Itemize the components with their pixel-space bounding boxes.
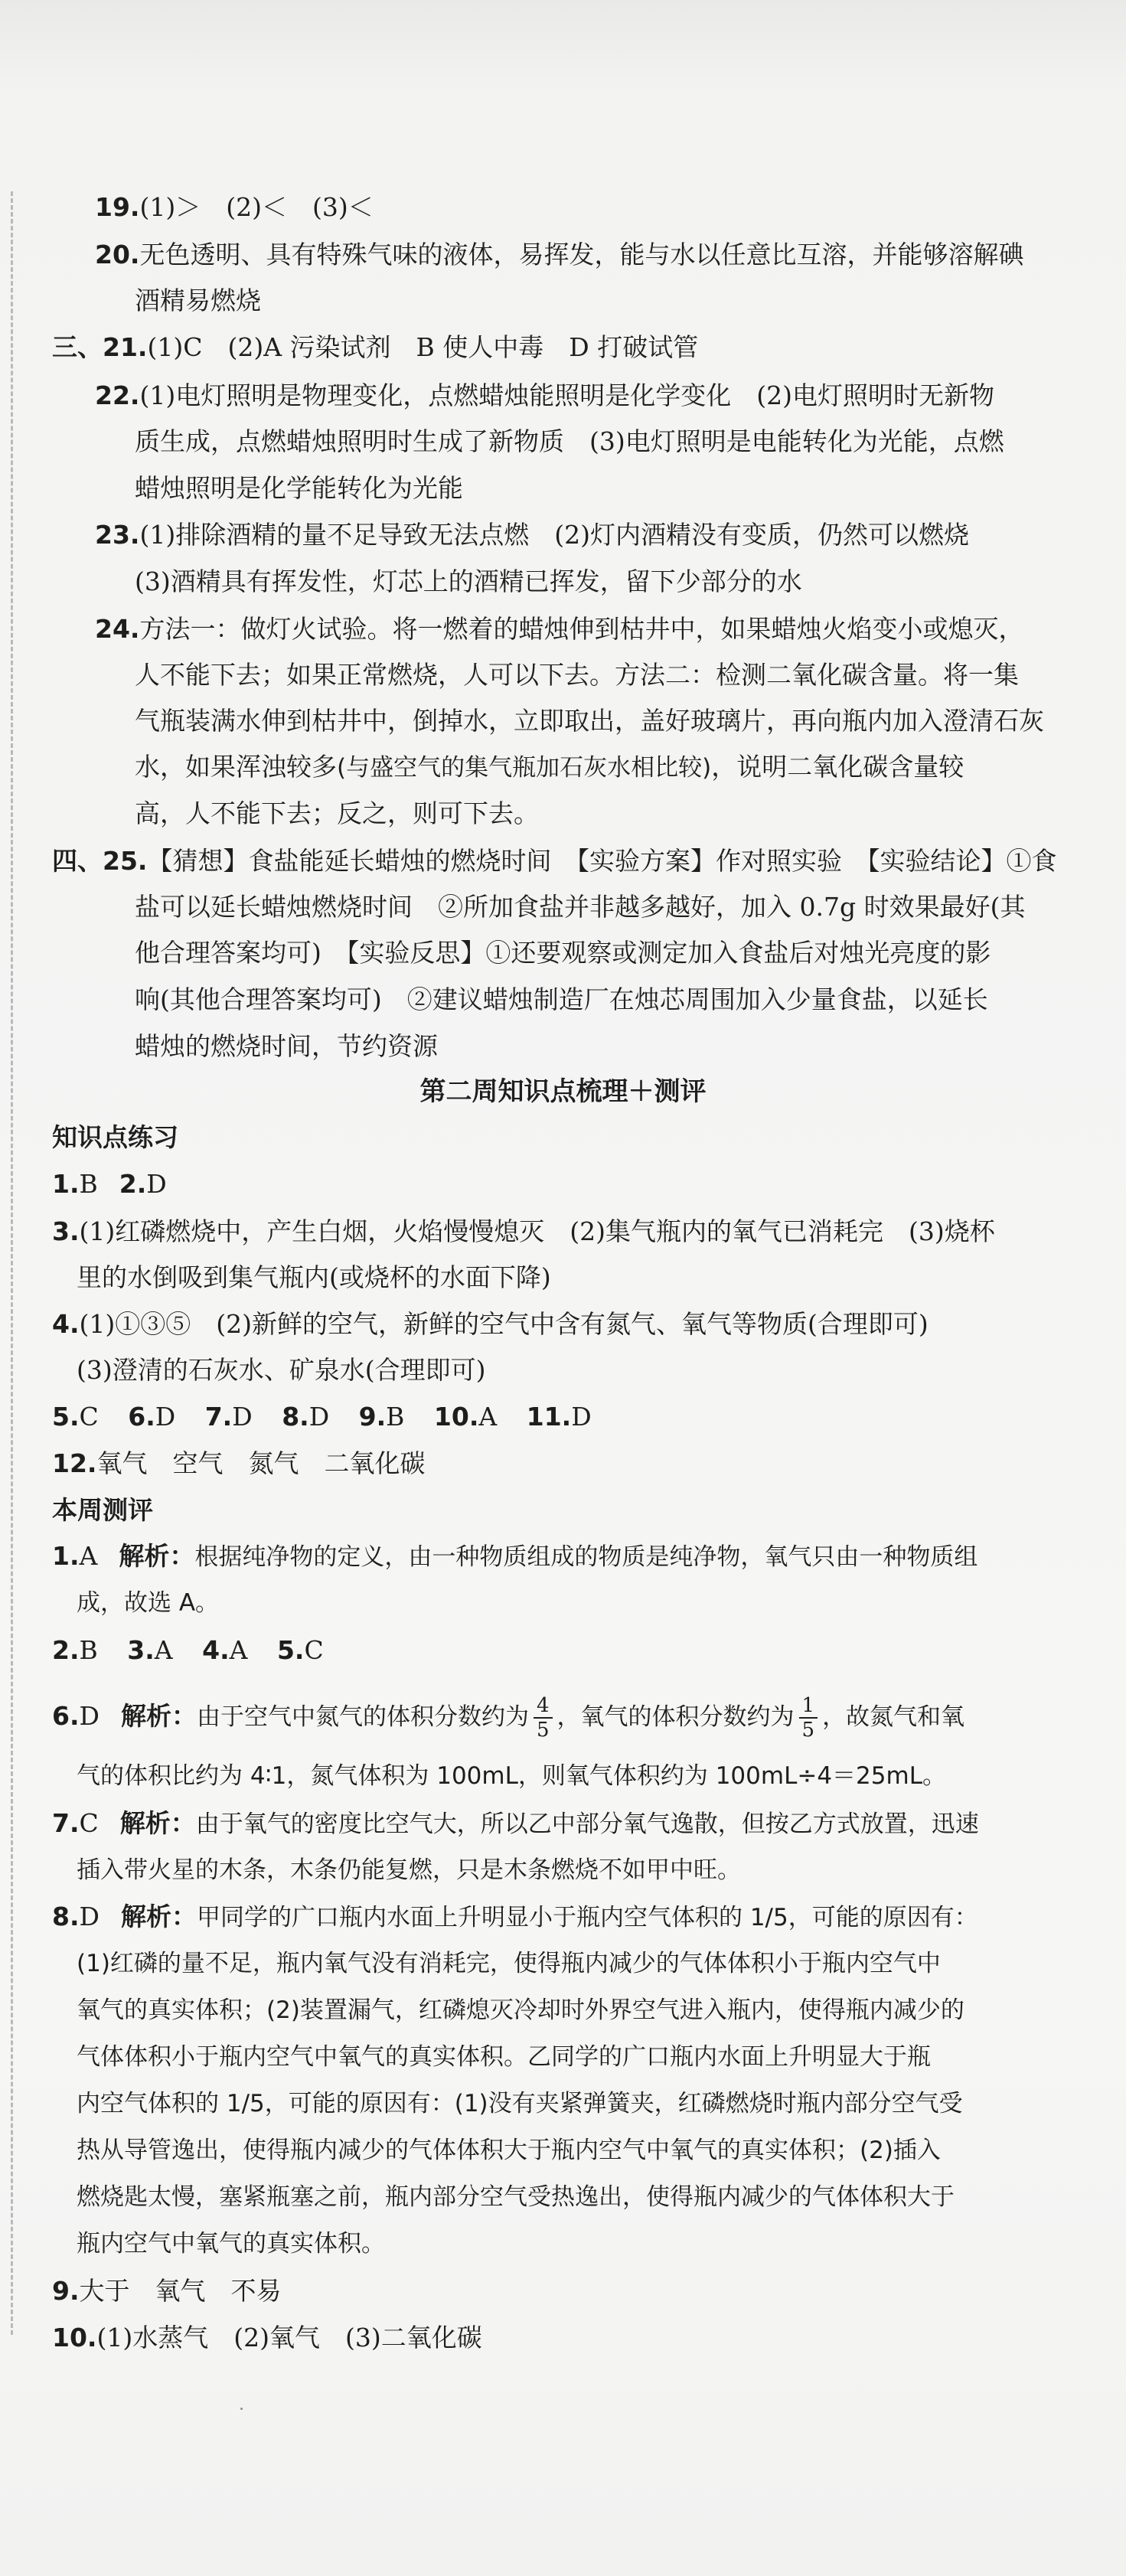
test-answers-2-5 xyxy=(52,1633,324,1668)
question-number: 3. xyxy=(52,1216,80,1246)
question-number: 9. xyxy=(52,2276,80,2306)
answer-20-cont: 酒精易燃烧 xyxy=(135,286,261,315)
scan-speck xyxy=(240,2408,243,2410)
answer-text: C xyxy=(79,1808,99,1838)
question-number: 4. xyxy=(52,1309,80,1339)
fraction-numerator: 1 xyxy=(799,1694,818,1719)
answer-text: D xyxy=(155,1402,176,1432)
answer-text: (1)红磷燃烧中，产生白烟，火焰慢慢熄灭 (2)集气瓶内的氧气已消耗完 (3)烧杯 xyxy=(79,1216,995,1246)
answer-23-cont: (3)酒精具有挥发性，灯芯上的酒精已挥发，留下少部分的水 xyxy=(135,566,802,596)
analysis-label: 解析： xyxy=(119,1541,195,1571)
answer-text: (1)①③⑤ (2)新鲜的空气，新鲜的空气中含有氮气、氧气等物质(合理即可) xyxy=(79,1309,929,1339)
test-answer-8-cont-2: 氧气的真实体积；(2)装置漏气，红磷熄灭冷却时外界空气进入瓶内，使得瓶内减少的 xyxy=(77,1996,964,2024)
question-number: 22. xyxy=(95,380,140,410)
answer-text: (1)C (2)A 污染试剂 B 使人中毒 D 打破试管 xyxy=(147,332,699,362)
answer-24 xyxy=(95,612,1023,647)
question-number: 24. xyxy=(95,614,140,644)
analysis-text: 由于氧气的密度比空气大，所以乙中部分氧气逸散，但按乙方式放置，迅速 xyxy=(195,1810,979,1838)
answer-text: (1)水蒸气 (2)氧气 (3)二氧化碳 xyxy=(96,2323,482,2352)
test-answer-9 xyxy=(52,2274,282,2309)
question-number: 9. xyxy=(358,1402,387,1432)
question-number: 4. xyxy=(202,1635,230,1665)
test-answer-7 xyxy=(52,1806,979,1842)
question-number: 25. xyxy=(103,846,148,876)
test-answer-1-cont: 成，故选 A。 xyxy=(77,1589,220,1617)
analysis-label: 解析： xyxy=(120,1701,197,1731)
test-heading: 本周测评 xyxy=(52,1495,153,1525)
answer-text: 方法一：做灯火试验。将一燃着的蜡烛伸到枯井中，如果蜡烛火焰变小或熄灭， xyxy=(139,614,1024,644)
fraction-four-fifths xyxy=(534,1694,553,1742)
answer-text: (1)电灯照明是物理变化，点燃蜡烛能照明是化学变化 (2)电灯照明时无新物 xyxy=(139,380,994,410)
answer-24-cont-4: 高，人不能下去；反之，则可下去。 xyxy=(135,798,539,828)
analysis-text: 甲同学的广口瓶内水面上升明显小于瓶内空气体积的 1/5，可能的原因有： xyxy=(196,1904,978,1931)
question-number: 23. xyxy=(95,520,140,550)
answer-24-cont-2: 气瓶装满水伸到枯井中，倒掉水，立即取出，盖好玻璃片，再向瓶内加入澄清石灰 xyxy=(135,706,1044,736)
question-number: 11. xyxy=(526,1402,572,1432)
question-number: 8. xyxy=(52,1902,80,1931)
answer-text: 水，如果浑浊较多 xyxy=(135,752,337,782)
test-answer-6 xyxy=(52,1694,964,1742)
question-number: 10. xyxy=(52,2323,97,2352)
answer-text: D xyxy=(571,1402,592,1432)
question-number: 2. xyxy=(119,1169,147,1199)
answer-25-cont-4: 蜡烛的燃烧时间，节约资源 xyxy=(135,1031,438,1061)
test-answer-8-cont-1: (1)红磷的量不足，瓶内氧气没有消耗完，使得瓶内减少的气体体积小于瓶内空气中 xyxy=(77,1950,941,1977)
answer-text: B xyxy=(79,1169,98,1199)
practice-answer-12 xyxy=(52,1446,425,1481)
question-number: 12. xyxy=(52,1448,97,1478)
fraction-denominator: 5 xyxy=(536,1719,550,1742)
answer-text: C xyxy=(304,1635,324,1665)
practice-heading: 知识点练习 xyxy=(52,1122,178,1152)
test-answer-8 xyxy=(52,1899,978,1935)
answer-text: A xyxy=(79,1541,98,1571)
question-number: 2. xyxy=(52,1635,80,1665)
section-number: 四、 xyxy=(52,846,103,876)
answer-text: 【猜想】食盐能延长蜡烛的燃烧时间 【实验方案】作对照实验 【实验结论】①食 xyxy=(147,846,1057,876)
answer-22-cont-1: 质生成，点燃蜡烛照明时生成了新物质 (3)电灯照明是电能转化为光能，点燃 xyxy=(135,426,1004,456)
answer-22 xyxy=(95,378,994,413)
answer-text: B xyxy=(79,1635,98,1665)
answer-24-cont-1: 人不能下去；如果正常燃烧，人可以下去。方法二：检测二氧化碳含量。将一集 xyxy=(135,660,1019,690)
answer-text: ，说明二氧化碳含量较 xyxy=(711,752,964,782)
answer-25-cont-3: 响(其他合理答案均可) ②建议蜡烛制造厂在烛芯周围加入少量食盐，以延长 xyxy=(135,984,988,1014)
question-number: 10. xyxy=(433,1402,479,1432)
test-answer-8-cont-4: 内空气体积的 1/5，可能的原因有：(1)没有夹紧弹簧夹，红磷燃烧时瓶内部分空气受 xyxy=(77,2090,963,2117)
answer-text: 大于 氧气 不易 xyxy=(79,2276,282,2306)
question-number: 1. xyxy=(52,1541,80,1571)
test-answer-1 xyxy=(52,1539,977,1575)
answer-note: (与盛空气的集气瓶加石灰水相比较) xyxy=(337,754,712,782)
fraction-denominator: 5 xyxy=(801,1719,815,1742)
answer-text: A xyxy=(478,1402,498,1432)
question-number: 7. xyxy=(52,1808,80,1838)
test-answer-8-cont-5: 热从导管逸出，使得瓶内减少的气体体积大于瓶内空气中氧气的真实体积；(2)插入 xyxy=(77,2137,941,2164)
question-number: 3. xyxy=(127,1635,155,1665)
answer-21 xyxy=(52,330,698,365)
analysis-label: 解析： xyxy=(120,1902,197,1931)
answer-text: 氧气 空气 氮气 二氧化碳 xyxy=(96,1448,426,1478)
binding-margin-rule xyxy=(11,191,13,2335)
answer-text: D xyxy=(232,1402,253,1432)
question-number: 1. xyxy=(52,1169,80,1199)
answer-19 xyxy=(95,190,374,225)
question-number: 5. xyxy=(276,1635,305,1665)
analysis-text: ，故氮气和氧 xyxy=(822,1703,965,1731)
section-number: 三、 xyxy=(52,332,103,362)
answer-text: A xyxy=(154,1635,173,1665)
question-number: 7. xyxy=(204,1402,233,1432)
question-number: 20. xyxy=(95,240,140,269)
fraction-numerator: 4 xyxy=(534,1694,553,1719)
answer-text: D xyxy=(308,1402,330,1432)
test-answer-6-cont: 气的体积比约为 4∶1，氮气体积为 100mL，则氧气体积约为 100mL÷4＝25mL。 xyxy=(77,1762,946,1790)
answer-text: (1)排除酒精的量不足导致无法点燃 (2)灯内酒精没有变质，仍然可以燃烧 xyxy=(139,520,969,550)
analysis-text: ，氧气的体积分数约为 xyxy=(556,1703,795,1731)
answer-20 xyxy=(95,237,1023,273)
question-number: 19. xyxy=(95,192,140,222)
test-answer-10 xyxy=(52,2320,482,2356)
practice-answer-1-2 xyxy=(52,1167,167,1202)
answer-25-cont-2: 他合理答案均可) 【实验反思】①还要观察或测定加入食盐后对烛光亮度的影 xyxy=(135,938,991,968)
question-number: 8. xyxy=(282,1402,309,1432)
answer-23 xyxy=(95,517,969,553)
test-answer-7-cont: 插入带火星的木条，木条仍能复燃，只是木条燃烧不如甲中旺。 xyxy=(77,1856,741,1884)
answer-24-cont-3 xyxy=(135,749,964,785)
analysis-text: 根据纯净物的定义，由一种物质组成的物质是纯净物，氧气只由一种物质组 xyxy=(194,1543,978,1571)
test-answer-8-cont-7: 瓶内空气中氧气的真实体积。 xyxy=(77,2230,385,2258)
question-number: 6. xyxy=(128,1402,155,1432)
section-title: 第二周知识点梳理＋测评 xyxy=(419,1076,707,1107)
question-number: 5. xyxy=(52,1402,80,1432)
test-answer-8-cont-6: 燃烧匙太慢，塞紧瓶塞之前，瓶内部分空气受热逸出，使得瓶内减少的气体体积大于 xyxy=(77,2183,955,2211)
answer-text: D xyxy=(79,1701,100,1731)
answer-25 xyxy=(52,844,1056,879)
practice-answer-4-cont: (3)澄清的石灰水、矿泉水(合理即可) xyxy=(77,1355,486,1385)
test-answer-8-cont-3: 气体体积小于瓶内空气中氧气的真实体积。乙同学的广口瓶内水面上升明显大于瓶 xyxy=(77,2043,931,2071)
answer-text: (1)＞ (2)＜ (3)＜ xyxy=(139,192,374,222)
answer-text: D xyxy=(79,1902,100,1931)
answer-22-cont-2: 蜡烛照明是化学能转化为光能 xyxy=(135,473,463,503)
practice-answer-3-cont: 里的水倒吸到集气瓶内(或烧杯的水面下降) xyxy=(77,1262,551,1292)
analysis-label: 解析： xyxy=(119,1808,196,1838)
answer-text: 无色透明、具有特殊气味的液体，易挥发，能与水以任意比互溶，并能够溶解碘 xyxy=(139,240,1024,269)
practice-answer-4 xyxy=(52,1307,929,1342)
question-number: 21. xyxy=(103,332,148,362)
question-number: 6. xyxy=(52,1701,80,1731)
answer-text: A xyxy=(229,1635,248,1665)
answer-25-cont-1: 盐可以延长蜡烛燃烧时间 ②所加食盐并非越多越好，加入 0.7g 时效果最好(其 xyxy=(135,892,1026,922)
answer-text: B xyxy=(386,1402,405,1432)
practice-answer-3 xyxy=(52,1214,995,1249)
practice-answers-5-11 xyxy=(52,1399,592,1435)
answer-text: C xyxy=(79,1402,99,1432)
analysis-text: 由于空气中氮气的体积分数约为 xyxy=(196,1703,529,1731)
answer-text: D xyxy=(146,1169,167,1199)
fraction-one-fifth xyxy=(799,1694,818,1742)
